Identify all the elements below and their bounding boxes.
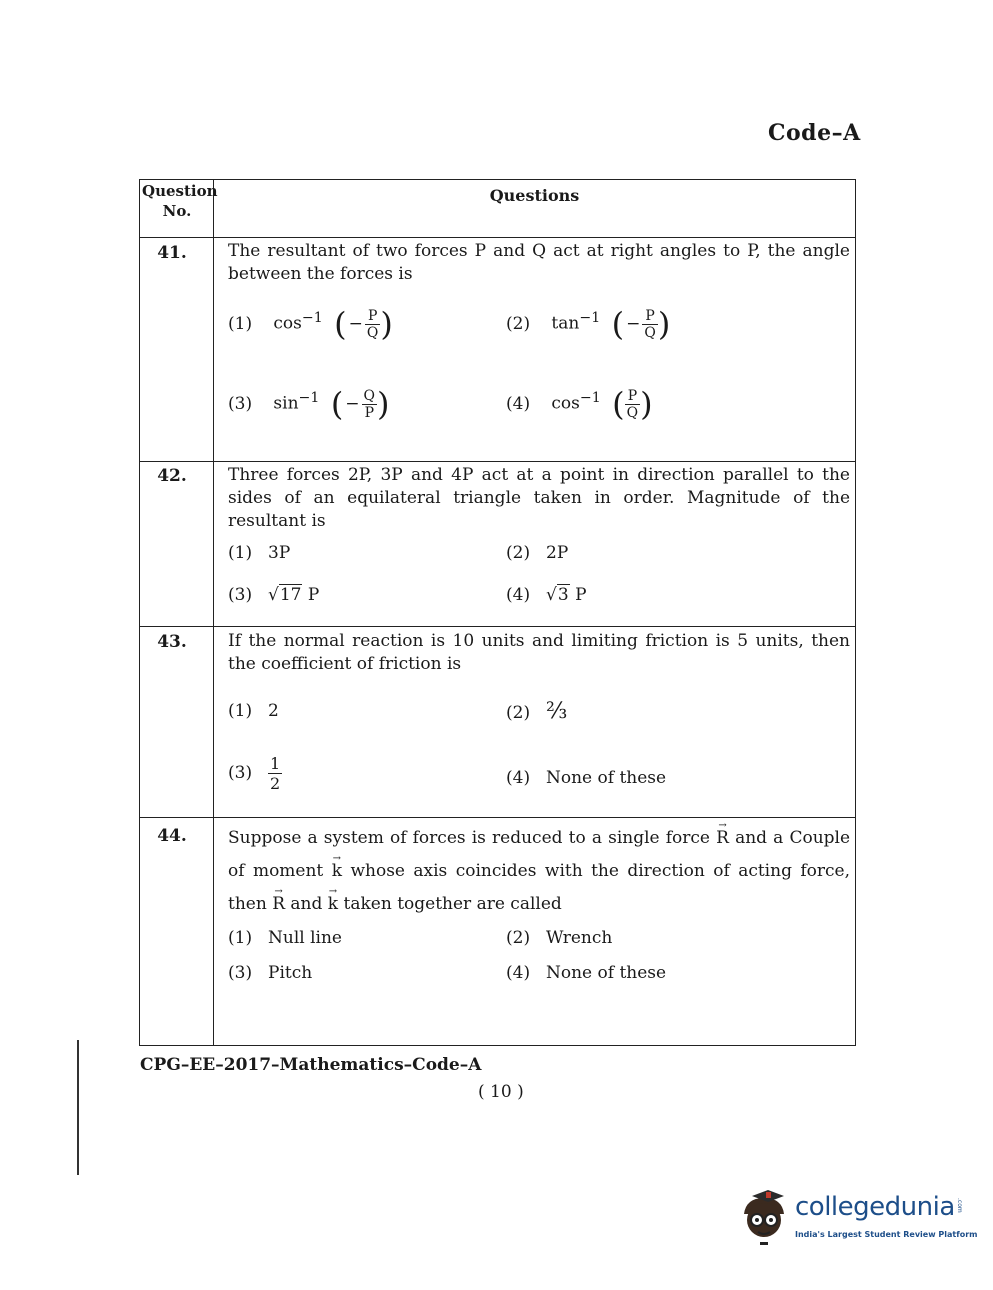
question-text: If the normal reaction is 10 units and limiting friction is 5 units, then the coefficient of friction is (228, 631, 850, 674)
logo-wordmark: collegedunia (795, 1192, 955, 1222)
vector-r: → R (716, 822, 729, 855)
option-number: (2) (506, 703, 531, 723)
option-radical: √3 (546, 585, 569, 605)
footer-title: CPG–EE–2017–Mathematics–Code–A (140, 1055, 482, 1075)
option-q42-1 (228, 543, 290, 563)
option-q44-2 (506, 928, 612, 948)
option-text: 2P (546, 543, 569, 563)
question-number: 42. (157, 466, 187, 486)
option-number: (1) (228, 928, 253, 948)
option-number: (1) (228, 543, 253, 563)
option-q42-2 (506, 543, 568, 563)
option-number: (3) (228, 763, 253, 783)
option-number: (1) (228, 313, 253, 334)
question-text: The resultant of two forces P and Q act at right angles to P, the angle between the forces is (228, 241, 850, 284)
option-q41-2: (2) $\tan^{-1}$ ( − $\frac{P}{Q}$ ) (506, 305, 671, 343)
option-number: (4) (506, 393, 531, 414)
option-q44-4 (506, 963, 666, 983)
column-divider (213, 180, 214, 1045)
option-q43-4 (506, 768, 666, 788)
option-number: (4) (506, 585, 531, 605)
option-function: $\cos^{-1}$ (551, 389, 601, 414)
option-fraction: $\frac{1}{2}$ (270, 754, 281, 793)
option-text: Wrench (546, 928, 613, 948)
question-number: 41. (157, 243, 187, 263)
option-q43-3 (228, 754, 282, 793)
option-number: (3) (228, 963, 253, 983)
option-number: (1) (228, 701, 253, 721)
option-fraction: $\frac{Q}{P}$ (363, 387, 376, 421)
option-text: ⅔ (546, 699, 568, 724)
option-number: (2) (506, 543, 531, 563)
option-text: 3P (268, 543, 291, 563)
option-number: (3) (228, 585, 253, 605)
option-number: (2) (506, 928, 531, 948)
question-table (139, 179, 856, 1046)
option-number: (4) (506, 963, 531, 983)
option-function: $\cos^{-1}$ (273, 309, 323, 334)
option-number: (4) (506, 768, 531, 788)
option-fraction: $\frac{P}{Q}$ (644, 307, 656, 341)
collegedunia-logo (738, 1188, 978, 1250)
margin-line (77, 1040, 79, 1175)
vector-k: → k (328, 888, 338, 921)
option-q41-4: (4) $\cos^{-1}$ ( $\frac{P}{Q}$ ) (506, 385, 653, 423)
row-divider (140, 461, 855, 462)
option-q41-3: (3) $\sin^{-1}$ ( − $\frac{Q}{P}$ ) (228, 385, 390, 423)
option-function: $\tan^{-1}$ (551, 309, 601, 334)
row-divider (140, 626, 855, 627)
option-number: (3) (228, 393, 253, 414)
page-number: ( 10 ) (478, 1082, 524, 1102)
row-divider (140, 817, 855, 818)
question-number: 44. (157, 826, 187, 846)
option-fraction: $\frac{P}{Q}$ (626, 387, 639, 421)
option-q41-1: (1) $\cos^{-1}$ ( − $\frac{P}{Q}$ ) (228, 305, 393, 343)
mascot-icon (738, 1188, 794, 1250)
question-text: Suppose a system of forces is reduced to a single force → R and a Couple of moment → k whose axis coincides with the direction of acting force, then → R and → k taken together are called (228, 822, 850, 921)
logo-tagline: India's Largest Student Review Platform (795, 1230, 978, 1239)
option-q44-3 (228, 963, 312, 983)
option-function: $\sin^{-1}$ (273, 389, 320, 414)
option-text: None of these (546, 768, 667, 788)
option-q42-4: (4) √3 P (506, 585, 587, 605)
option-text: None of these (546, 963, 667, 983)
option-text: Null line (268, 928, 342, 948)
option-text: Pitch (268, 963, 313, 983)
row-divider (140, 237, 855, 238)
option-q42-3: (3) √17 P (228, 585, 320, 605)
vector-k: → k (332, 855, 342, 888)
question-number: 43. (157, 632, 187, 652)
option-number: (2) (506, 313, 531, 334)
option-q43-1 (228, 701, 279, 721)
question-text: Three forces 2P, 3P and 4P act at a point in direction parallel to the sides of an equilateral triangle taken in order. Magnitude of the resultant is (228, 465, 850, 531)
option-q43-2 (506, 699, 567, 724)
option-q44-1 (228, 928, 342, 948)
vector-r: → R (272, 888, 285, 921)
column-header-questions: Questions (489, 186, 580, 205)
logo-suffix: .com (956, 1198, 963, 1213)
code-label: Code–A (768, 120, 861, 146)
option-text: 2 (268, 701, 279, 721)
option-radical: √17 (268, 585, 302, 605)
option-fraction: $\frac{P}{Q}$ (366, 307, 379, 341)
column-header-question-no: Question No. (142, 182, 218, 220)
